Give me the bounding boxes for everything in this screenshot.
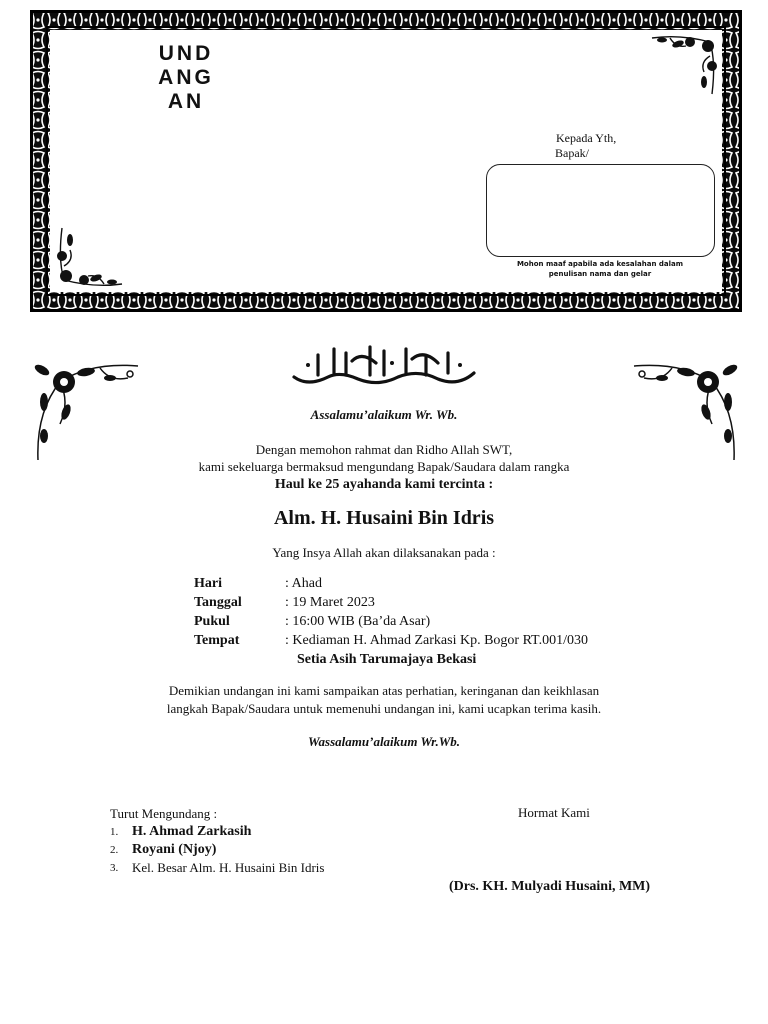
honoree-name: Alm. H. Husaini Bin Idris xyxy=(273,507,495,529)
list-number: 1. xyxy=(110,826,119,838)
floral-corner-bottom-left xyxy=(52,224,124,290)
envelope-title-line: UND xyxy=(158,42,214,65)
schedule-intro: Yang Insya Allah akan dilaksanakan pada : xyxy=(272,545,496,560)
envelope-title-line: AN xyxy=(167,90,205,113)
greeting: Assalamu’alaikum Wr. Wb. xyxy=(310,407,458,422)
inviter-name: H. Ahmad Zarkasih xyxy=(132,824,252,839)
event-details xyxy=(194,574,588,669)
closing-line: Demikian undangan ini kami sampaikan atas perhatian, keringanan dan keikhlasan xyxy=(168,683,600,698)
recipient-address xyxy=(556,131,616,161)
regards: Hormat Kami xyxy=(518,805,590,820)
closing-line: langkah Bapak/Saudara untuk memenuhi undangan ini, kami ucapkan terima kasih. xyxy=(166,701,602,716)
floral-corner-top-right xyxy=(650,32,722,98)
inviter-name: Kel. Besar Alm. H. Husaini Bin Idris xyxy=(132,860,325,875)
list-item xyxy=(110,841,324,859)
detail-value: : Kediaman H. Ahmad Zarkasi Kp. Bogor RT.001/030 xyxy=(285,633,588,648)
co-inviters xyxy=(110,805,324,877)
list-item xyxy=(110,859,324,877)
detail-row-place xyxy=(194,631,588,650)
envelope-title xyxy=(146,42,226,114)
recipient-line: Bapak/ xyxy=(555,146,589,160)
signer-name: (Drs. KH. Mulyadi Husaini, MM) xyxy=(449,879,651,894)
detail-label: Pukul xyxy=(194,614,230,629)
inviter-name: Royani (Njoy) xyxy=(132,842,217,857)
detail-label: Hari xyxy=(194,576,222,591)
detail-row-date xyxy=(194,593,588,612)
co-inviters-list xyxy=(110,823,324,877)
detail-value: : 16:00 WIB (Ba’da Asar) xyxy=(285,614,431,629)
co-inviters-heading: Turut Mengundang : xyxy=(110,806,218,821)
detail-row-time xyxy=(194,612,588,631)
list-number: 3. xyxy=(110,862,119,874)
list-number: 2. xyxy=(110,844,119,856)
envelope-title-line: ANG xyxy=(158,66,214,89)
detail-place-continuation: Setia Asih Tarumajaya Bekasi xyxy=(297,652,477,667)
event-purpose: Haul ke 25 ayahanda kami tercinta : xyxy=(274,477,494,492)
recipient-line: Kepada Yth, xyxy=(556,131,617,145)
detail-label: Tanggal xyxy=(194,595,242,610)
detail-label: Tempat xyxy=(194,633,240,648)
detail-value: : Ahad xyxy=(285,576,322,591)
bismillah-calligraphy xyxy=(288,343,478,389)
recipient-name-box[interactable] xyxy=(486,164,715,257)
name-box-note: Mohon maaf apabila ada kesalahan dalam penulisan nama dan gelar xyxy=(516,260,684,278)
farewell: Wassalamu’alaikum Wr.Wb. xyxy=(307,734,461,749)
intro-line: Dengan memohon rahmat dan Ridho Allah SWT, xyxy=(255,442,513,457)
intro-line: kami sekeluarga bermaksud mengundang Bapak/Saudara dalam rangka xyxy=(198,459,570,474)
list-item xyxy=(110,823,324,841)
detail-row-day xyxy=(194,574,588,593)
detail-value: : 19 Maret 2023 xyxy=(285,595,375,610)
